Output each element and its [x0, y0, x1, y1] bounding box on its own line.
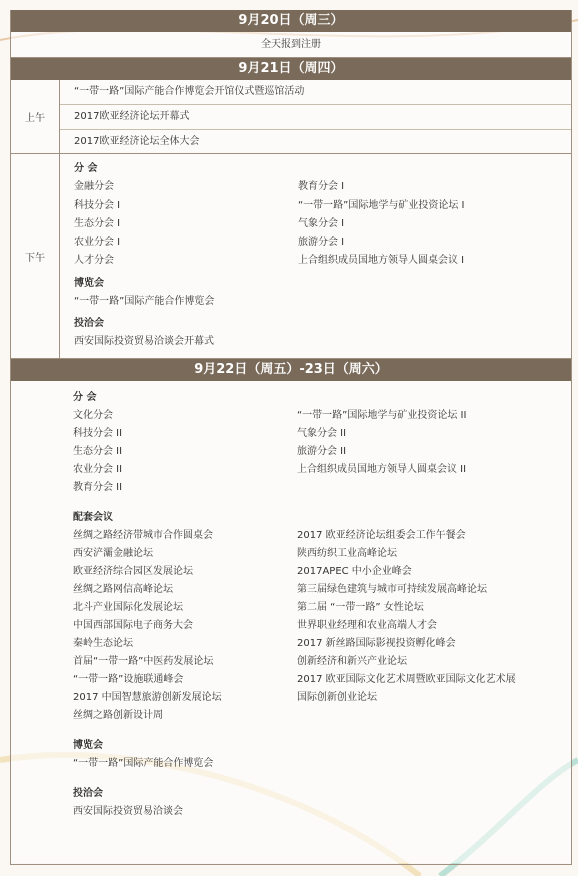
trade-item: 西安国际投资贸易洽谈会: [73, 806, 183, 817]
support-item: 西安浐灞金融论坛: [73, 548, 153, 559]
support-item: 首届“一带一路”中医药发展论坛: [73, 656, 214, 667]
support-item: 2017APEC 中小企业峰会: [297, 566, 412, 577]
morning-item: 2017欧亚经济论坛开幕式: [60, 105, 571, 130]
morning-label: 上午: [11, 80, 60, 153]
support-heading: 配套会议: [73, 512, 113, 523]
sub-forum-item: 上合组织成员国地方领导人圆桌会议 I: [298, 255, 465, 266]
sub-forum-item: 气象分会 I: [298, 218, 345, 229]
sub-forum-item: 旅游分会 II: [297, 446, 347, 457]
day3-body: [11, 381, 571, 863]
support-item: 2017 中国智慧旅游创新发展论坛: [73, 692, 222, 703]
support-item: 丝绸之路经济带城市合作圆桌会: [73, 530, 213, 541]
sub-forum-item: 农业分会 I: [74, 236, 121, 248]
support-item: 2017 欧亚国际文化艺术周暨欧亚国际文化艺术展: [297, 674, 516, 685]
sub-forum-item: 气象分会 II: [297, 428, 347, 439]
sub-forum-item: 上合组织成员国地方领导人圆桌会议 II: [297, 464, 467, 475]
support-item: 2017 欧亚经济论坛组委会工作午餐会: [297, 530, 466, 541]
expo-heading: 博览会: [73, 740, 103, 751]
sub-forum-item: 农业分会 II: [73, 464, 123, 475]
sub-forum-item: “一带一路”国际地学与矿业投资论坛 I: [298, 199, 465, 211]
trade-heading: 投洽会: [74, 317, 104, 329]
support-item: 欧亚经济综合园区发展论坛: [73, 566, 193, 577]
schedule-table: [10, 10, 572, 865]
day-header-0921: 9月21日（周四）: [11, 58, 571, 80]
sub-forum-item: 生态分会 II: [73, 446, 123, 457]
sub-forum-item: 文化分会: [73, 410, 113, 421]
support-item: 国际创新创业论坛: [297, 692, 377, 703]
sub-forum-item: 人才分会: [74, 255, 114, 266]
day-header-0920: 9月20日（周三）: [11, 10, 571, 32]
sub-forum-item: 科技分会 I: [74, 199, 121, 211]
support-item: 秦岭生态论坛: [73, 638, 133, 649]
support-item: 第三届绿色建筑与城市可持续发展高峰论坛: [297, 584, 487, 595]
trade-item: 西安国际投资贸易洽谈会开幕式: [74, 335, 214, 347]
support-item: 创新经济和新兴产业论坛: [297, 656, 407, 667]
sub-forum-item: 教育分会 II: [73, 482, 123, 493]
sub-forum-item: 旅游分会 I: [298, 236, 345, 248]
support-item: 北斗产业国际化发展论坛: [73, 602, 183, 613]
sub-forum-heading: 分 会: [73, 392, 97, 403]
morning-row: [11, 80, 571, 154]
afternoon-label: 下午: [11, 154, 60, 358]
support-item: 2017 新丝路国际影视投资孵化峰会: [297, 638, 456, 649]
sub-forum-item: 生态分会 I: [74, 218, 121, 229]
expo-item: “一带一路”国际产能合作博览会: [73, 758, 214, 769]
trade-heading: 投洽会: [73, 788, 103, 799]
sub-forum-item: “一带一路”国际地学与矿业投资论坛 II: [297, 410, 467, 421]
sub-forum-item: 金融分会: [74, 181, 114, 192]
support-item: “一带一路”设施联通峰会: [73, 674, 184, 685]
afternoon-row: [11, 154, 571, 359]
expo-heading: 博览会: [74, 277, 104, 289]
support-item: 丝绸之路创新设计周: [73, 710, 163, 721]
sub-forum-item: 教育分会 I: [298, 181, 345, 192]
support-item: 第二届 “一带一路” 女性论坛: [297, 602, 424, 613]
sub-forum-item: 科技分会 II: [73, 428, 123, 439]
morning-item: “一带一路”国际产能合作博览会开馆仪式暨巡馆活动: [60, 80, 571, 105]
expo-item: “一带一路”国际产能合作博览会: [74, 295, 215, 307]
support-item: 中国西部国际电子商务大会: [73, 620, 193, 631]
day-header-0922: 9月22日（周五）-23日（周六）: [11, 359, 571, 381]
sub-forum-heading: 分 会: [74, 163, 98, 174]
support-item: 陕西纺织工业高峰论坛: [297, 548, 397, 559]
support-item: 丝绸之路网信高峰论坛: [73, 584, 173, 595]
support-item: 世界职业经理和农业高端人才会: [297, 620, 437, 631]
registration-row: 全天报到注册: [11, 32, 571, 58]
morning-item: 2017欧亚经济论坛全体大会: [74, 136, 200, 147]
